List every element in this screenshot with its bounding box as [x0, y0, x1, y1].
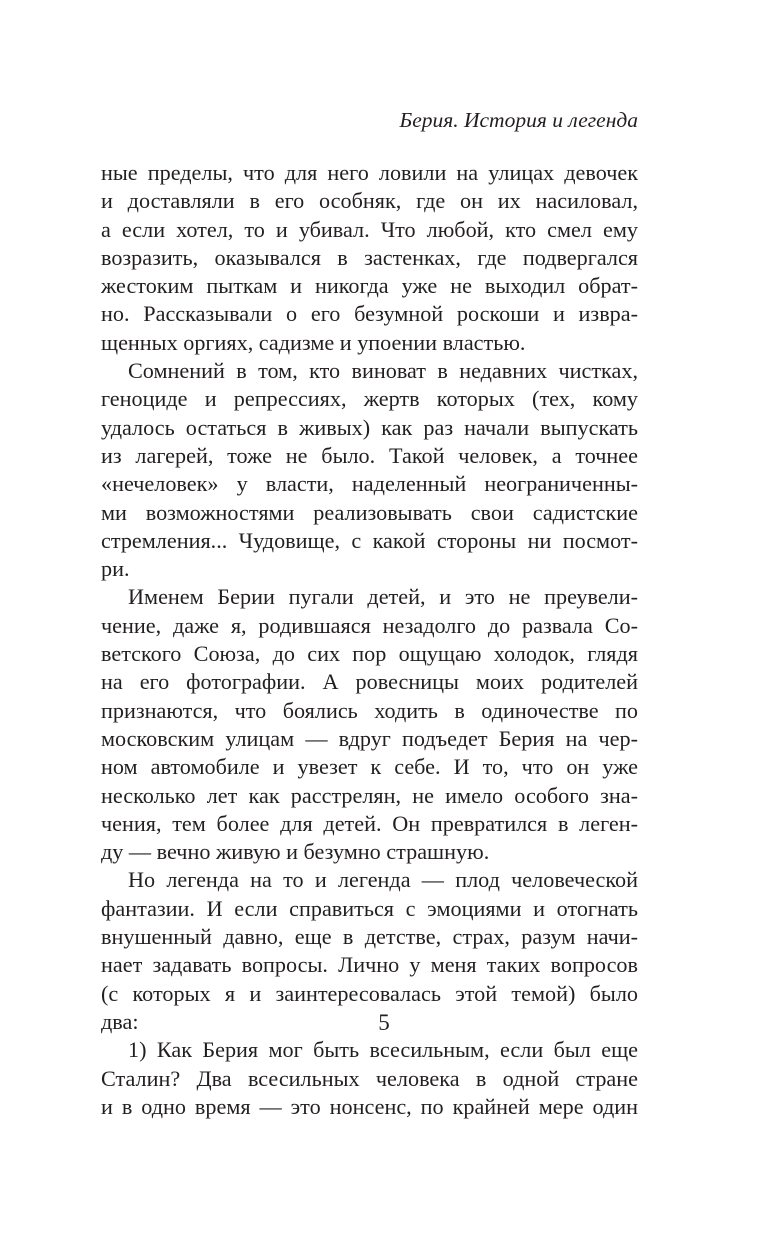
text-line: московским улицам — вдруг подъедет Берия на чер-	[101, 725, 638, 751]
text-line: ри.	[101, 556, 130, 582]
text-line: геноциде и репрессиях, жертв которых (тех, кому	[101, 386, 638, 412]
text-line: но. Рассказывали о его безумной роскоши и извра-	[101, 301, 638, 327]
paragraph	[101, 583, 638, 866]
text-line: «нечеловек» у власти, наделенный неограниченны-	[101, 471, 638, 497]
text-line: ми возможностями реализовывать свои садистские	[101, 499, 638, 525]
text-line: а если хотел, то и убивал. Что любой, кто смел ему	[101, 216, 638, 242]
paragraph	[101, 357, 638, 583]
text-line: Сомнений в том, кто виноват в недавних чистках,	[128, 358, 638, 384]
text-line: ном автомобиле и увезет к себе. И то, что он уже	[101, 754, 638, 780]
text-line: Сталин? Два всесильных человека в одной стране	[101, 1065, 638, 1091]
text-line: 1) Как Берия мог быть всесильным, если был еще	[128, 1037, 638, 1063]
text-line: фантазии. И если справиться с эмоциями и отогнать	[101, 895, 638, 921]
text-line: несколько лет как расстрелян, не имело особого зна-	[101, 782, 638, 808]
text-line: ду — вечно живую и безумно страшную.	[101, 839, 490, 865]
text-line: внушенный давно, еще в детстве, страх, разум начи-	[101, 924, 638, 950]
text-line: ветского Союза, до сих пор ощущаю холодок, глядя	[101, 641, 638, 667]
text-line: признаются, что боялись ходить в одиночестве по	[101, 697, 638, 723]
paragraph	[101, 1036, 638, 1121]
text-line: стремления... Чудовище, с какой стороны ни посмот-	[101, 527, 638, 553]
text-line: на его фотографии. А ровесницы моих родителей	[101, 669, 638, 695]
text-line: из лагерей, тоже не было. Такой человек, а точнее	[101, 442, 638, 468]
page-number: 5	[378, 1010, 390, 1035]
text-line: Именем Берии пугали детей, и это не преувели-	[128, 584, 638, 610]
text-line: щенных оргиях, садизме и упоении властью.	[101, 329, 526, 355]
text-line: ные пределы, что для него ловили на улицах девочек	[101, 160, 638, 185]
paragraph	[101, 159, 638, 357]
text-line: удалось остаться в живых) как раз начали выпускать	[101, 414, 638, 440]
text-line: (с которых я и заинтересовалась этой темой) было	[101, 980, 638, 1006]
text-line: чение, даже я, родившаяся незадолго до развала Со-	[101, 612, 638, 638]
body-text	[101, 159, 638, 1121]
text-line: два:	[101, 1008, 139, 1034]
running-head: Берия. История и легенда	[399, 108, 638, 132]
text-line: чения, тем более для детей. Он превратился в леген-	[101, 810, 638, 836]
text-line: возразить, оказывался в застенках, где подвергался	[101, 244, 638, 270]
text-line: нает задавать вопросы. Лично у меня таких вопросов	[101, 952, 638, 978]
text-line: жестоким пыткам и никогда уже не выходил обрат-	[101, 273, 638, 299]
text-line: Но легенда на то и легенда — плод человеческой	[128, 867, 638, 893]
text-line: и доставляли в его особняк, где он их насиловал,	[101, 188, 638, 214]
text-line: и в одно время — это нонсенс, по крайней мере один	[101, 1093, 638, 1119]
